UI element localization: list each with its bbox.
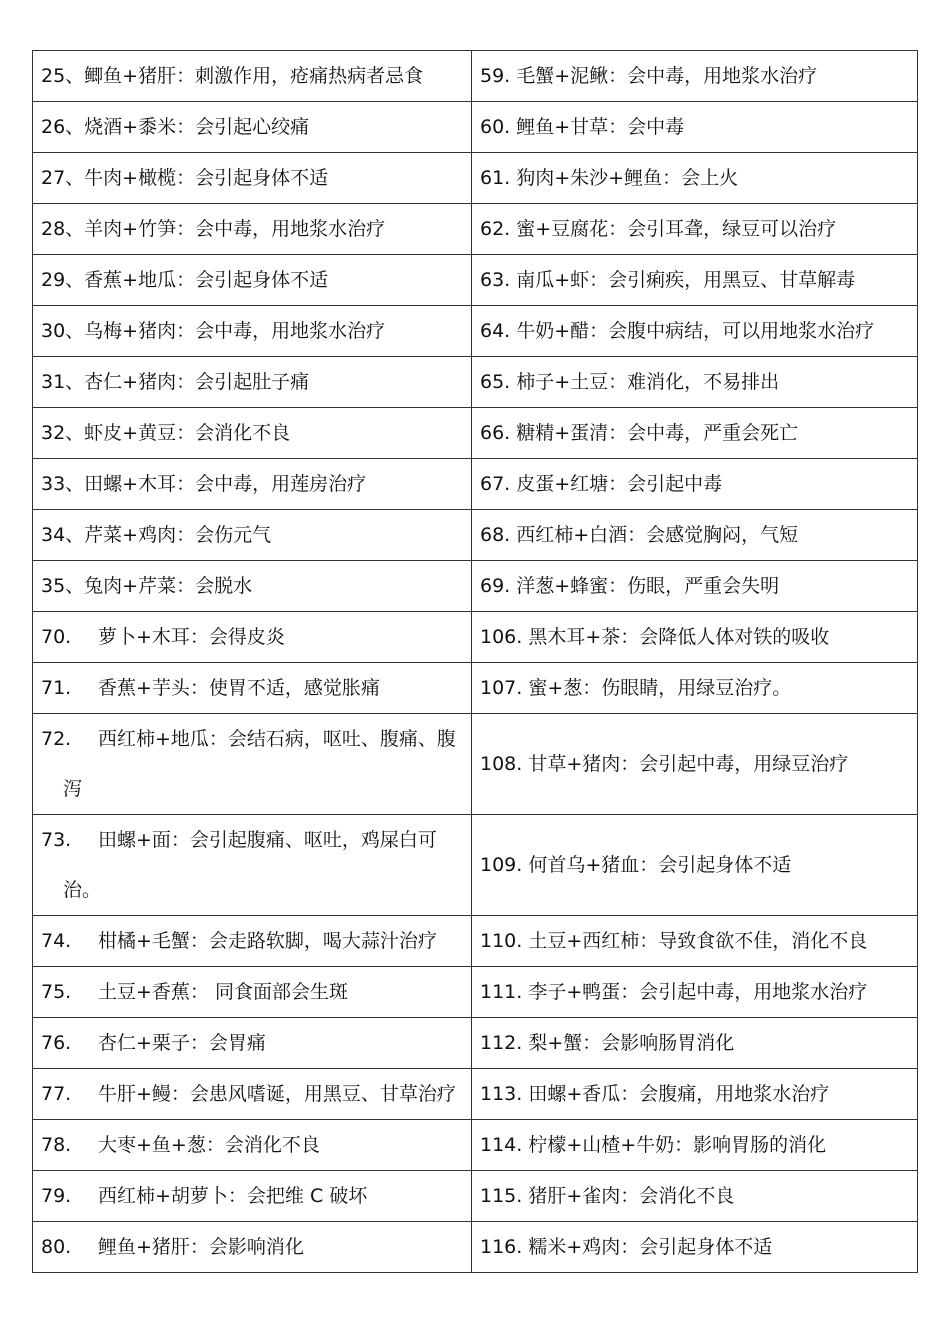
table-cell: 110. 土豆+西红柿：导致食欲不佳，消化不良 [472,916,918,967]
item-number: 72. [41,728,72,750]
table-cell: 108. 甘草+猪肉：会引起中毒，用绿豆治疗 [472,714,918,815]
table-row [33,1018,918,1069]
table-cell [33,1120,472,1171]
item-number: 77. [41,1083,72,1105]
table-cell: 25、鲫鱼+猪肝：刺激作用，疮痛热病者忌食 [33,51,472,102]
item-text: 西红柿+地瓜：会结石病，呕吐、腹痛、腹 [98,728,456,750]
table-row [33,612,918,663]
item-number: 70. [41,626,72,648]
item-number: 76. [41,1032,72,1054]
table-cell [33,612,472,663]
table-row [33,204,918,255]
table-cell [33,714,472,815]
table-row [33,408,918,459]
table-cell: 64. 牛奶+醋：会腹中病结，可以用地浆水治疗 [472,306,918,357]
item-number: 71. [41,677,72,699]
table-cell: 67. 皮蛋+红塘：会引起中毒 [472,459,918,510]
table-row [33,967,918,1018]
table-cell [33,916,472,967]
table-cell: 30、乌梅+猪肉：会中毒，用地浆水治疗 [33,306,472,357]
item-text-continued: 泻 [63,778,83,800]
item-number: 79. [41,1185,72,1207]
table-cell: 59. 毛蟹+泥鳅：会中毒，用地浆水治疗 [472,51,918,102]
table-cell [33,1069,472,1120]
table-row [33,357,918,408]
table-cell: 69. 洋葱+蜂蜜：伤眼，严重会失明 [472,561,918,612]
table-cell: 115. 猪肝+雀肉：会消化不良 [472,1171,918,1222]
table-row [33,561,918,612]
item-text-continued: 治。 [63,879,102,901]
table-cell: 112. 梨+蟹：会影响肠胃消化 [472,1018,918,1069]
table-cell: 61. 狗肉+朱沙+鲤鱼：会上火 [472,153,918,204]
table-row [33,1171,918,1222]
table-row [33,1069,918,1120]
table-row [33,510,918,561]
table-cell: 113. 田螺+香瓜：会腹痛，用地浆水治疗 [472,1069,918,1120]
table-cell: 111. 李子+鸭蛋：会引起中毒，用地浆水治疗 [472,967,918,1018]
food-incompatibility-table [32,50,918,1273]
item-text: 萝卜+木耳：会得皮炎 [98,626,285,648]
table-cell: 63. 南瓜+虾：会引痢疾，用黑豆、甘草解毒 [472,255,918,306]
table-cell: 26、烧酒+黍米：会引起心绞痛 [33,102,472,153]
table-row [33,255,918,306]
table-cell [33,967,472,1018]
table-cell: 29、香蕉+地瓜：会引起身体不适 [33,255,472,306]
item-text: 田螺+面：会引起腹痛、呕吐，鸡屎白可 [98,829,437,851]
table-cell [33,815,472,916]
table-cell [33,1171,472,1222]
item-text: 土豆+香蕉： 同食面部会生斑 [98,981,348,1003]
table-row [33,102,918,153]
table-cell: 62. 蜜+豆腐花：会引耳聋，绿豆可以治疗 [472,204,918,255]
table-cell: 34、芹菜+鸡肉：会伤元气 [33,510,472,561]
item-text: 鲤鱼+猪肝：会影响消化 [98,1236,304,1258]
item-number: 75. [41,981,72,1003]
table-row [33,459,918,510]
table-cell: 116. 糯米+鸡肉：会引起身体不适 [472,1222,918,1273]
table-cell: 106. 黑木耳+茶：会降低人体对铁的吸收 [472,612,918,663]
table-cell: 109. 何首乌+猪血：会引起身体不适 [472,815,918,916]
table-cell: 65. 柿子+土豆：难消化，不易排出 [472,357,918,408]
table-cell: 66. 糖精+蛋清：会中毒，严重会死亡 [472,408,918,459]
table-row [33,815,918,916]
table-cell: 107. 蜜+葱：伤眼睛，用绿豆治疗。 [472,663,918,714]
table-cell [33,1018,472,1069]
table-cell: 60. 鲤鱼+甘草：会中毒 [472,102,918,153]
table-cell: 68. 西红柿+白酒：会感觉胸闷，气短 [472,510,918,561]
table-row [33,306,918,357]
table-row [33,916,918,967]
table-row [33,1222,918,1273]
item-text: 西红柿+胡萝卜：会把维 C 破坏 [98,1185,368,1207]
table-cell: 35、兔肉+芹菜：会脱水 [33,561,472,612]
item-number: 80. [41,1236,72,1258]
item-number: 74. [41,930,72,952]
table-row [33,51,918,102]
item-number: 73. [41,829,72,851]
table-cell [33,663,472,714]
item-text: 大枣+鱼+葱：会消化不良 [98,1134,320,1156]
item-text: 香蕉+芋头：使胃不适，感觉胀痛 [98,677,380,699]
table-cell: 33、田螺+木耳：会中毒，用莲房治疗 [33,459,472,510]
item-text: 牛肝+鳗：会患风嗜诞，用黑豆、甘草治疗 [98,1083,456,1105]
table-row [33,1120,918,1171]
table-cell: 27、牛肉+橄榄：会引起身体不适 [33,153,472,204]
table-row [33,714,918,815]
table-cell [33,1222,472,1273]
table-cell: 28、羊肉+竹笋：会中毒，用地浆水治疗 [33,204,472,255]
item-text: 杏仁+栗子：会胃痛 [98,1032,266,1054]
table-cell: 31、杏仁+猪肉：会引起肚子痛 [33,357,472,408]
item-number: 78. [41,1134,72,1156]
table-row [33,153,918,204]
table-cell: 114. 柠檬+山楂+牛奶：影响胃肠的消化 [472,1120,918,1171]
table-cell: 32、虾皮+黄豆：会消化不良 [33,408,472,459]
table-row [33,663,918,714]
item-text: 柑橘+毛蟹：会走路软脚，喝大蒜汁治疗 [98,930,437,952]
